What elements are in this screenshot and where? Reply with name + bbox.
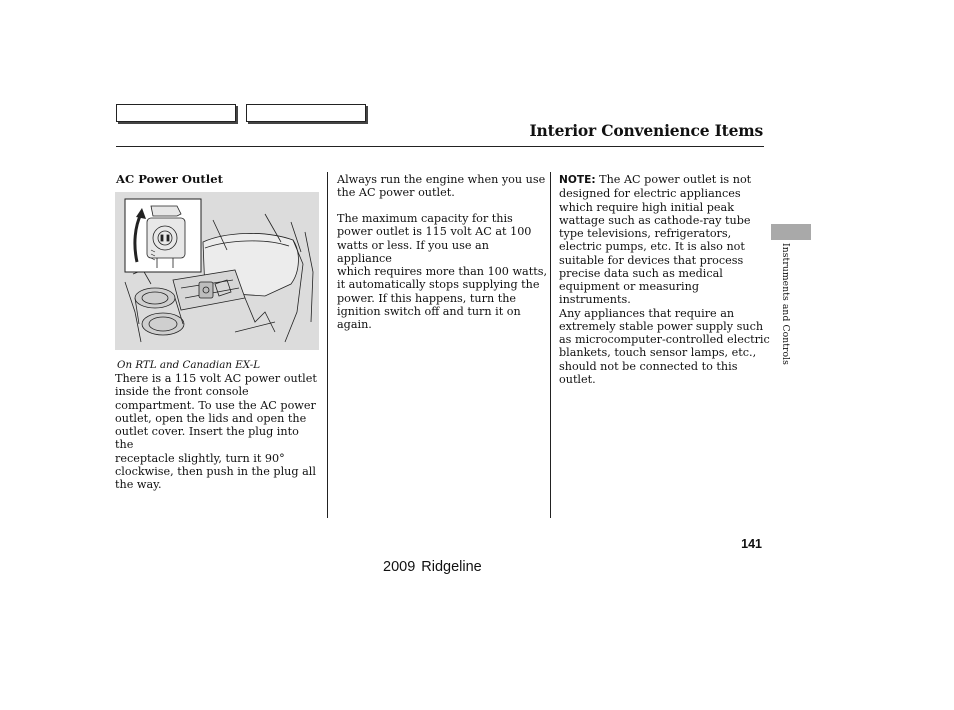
intro-paragraph: There is a 115 volt AC power outlet inside the front console compartment. To use the AC power outlet, open the lids and open the outlet cover. Insert the plug into the receptacle slightly, turn it 90° clockwise, then push in the plug all the way. bbox=[115, 372, 317, 491]
section-tab bbox=[771, 224, 811, 240]
column-divider-1 bbox=[327, 172, 328, 518]
page-title: Interior Convenience Items bbox=[529, 121, 763, 140]
section-side-label: Instruments and Controls bbox=[780, 243, 791, 365]
figure-caption: On RTL and Canadian EX-L bbox=[117, 359, 261, 371]
nav-button-2[interactable] bbox=[246, 104, 366, 122]
note-body: The AC power outlet is not designed for electric appliances which require high initial peak wattage such as cathode-ray tube type televisions, refrigerators, electric pumps, etc. It is also not suitable for devices that process precise data such as medical equipment or measuring instruments. Any appliances that require an extremely stable power supply such as microcomputer-controlled electric blankets, touch sensor lamps, etc., should not be connected to this outlet. bbox=[559, 173, 770, 386]
title-divider bbox=[116, 146, 764, 147]
engine-warning-paragraph: Always run the engine when you use the AC power outlet. bbox=[337, 173, 546, 200]
section-heading: AC Power Outlet bbox=[116, 172, 223, 186]
column-divider-2 bbox=[550, 172, 551, 518]
page-number: 141 bbox=[741, 537, 762, 551]
note-label: NOTE: bbox=[559, 174, 596, 186]
note-paragraph bbox=[559, 173, 771, 386]
nav-button-1[interactable] bbox=[116, 104, 236, 122]
ac-outlet-illustration bbox=[115, 192, 319, 350]
footer-model-name: 2009 Ridgeline bbox=[383, 559, 482, 575]
capacity-paragraph: The maximum capacity for this power outlet is 115 volt AC at 100 watts or less. If you use an appliance which requires more than 100 watts, it automatically stops supplying the power. If this happens, turn the ignition switch off and turn it on again. bbox=[337, 212, 548, 331]
